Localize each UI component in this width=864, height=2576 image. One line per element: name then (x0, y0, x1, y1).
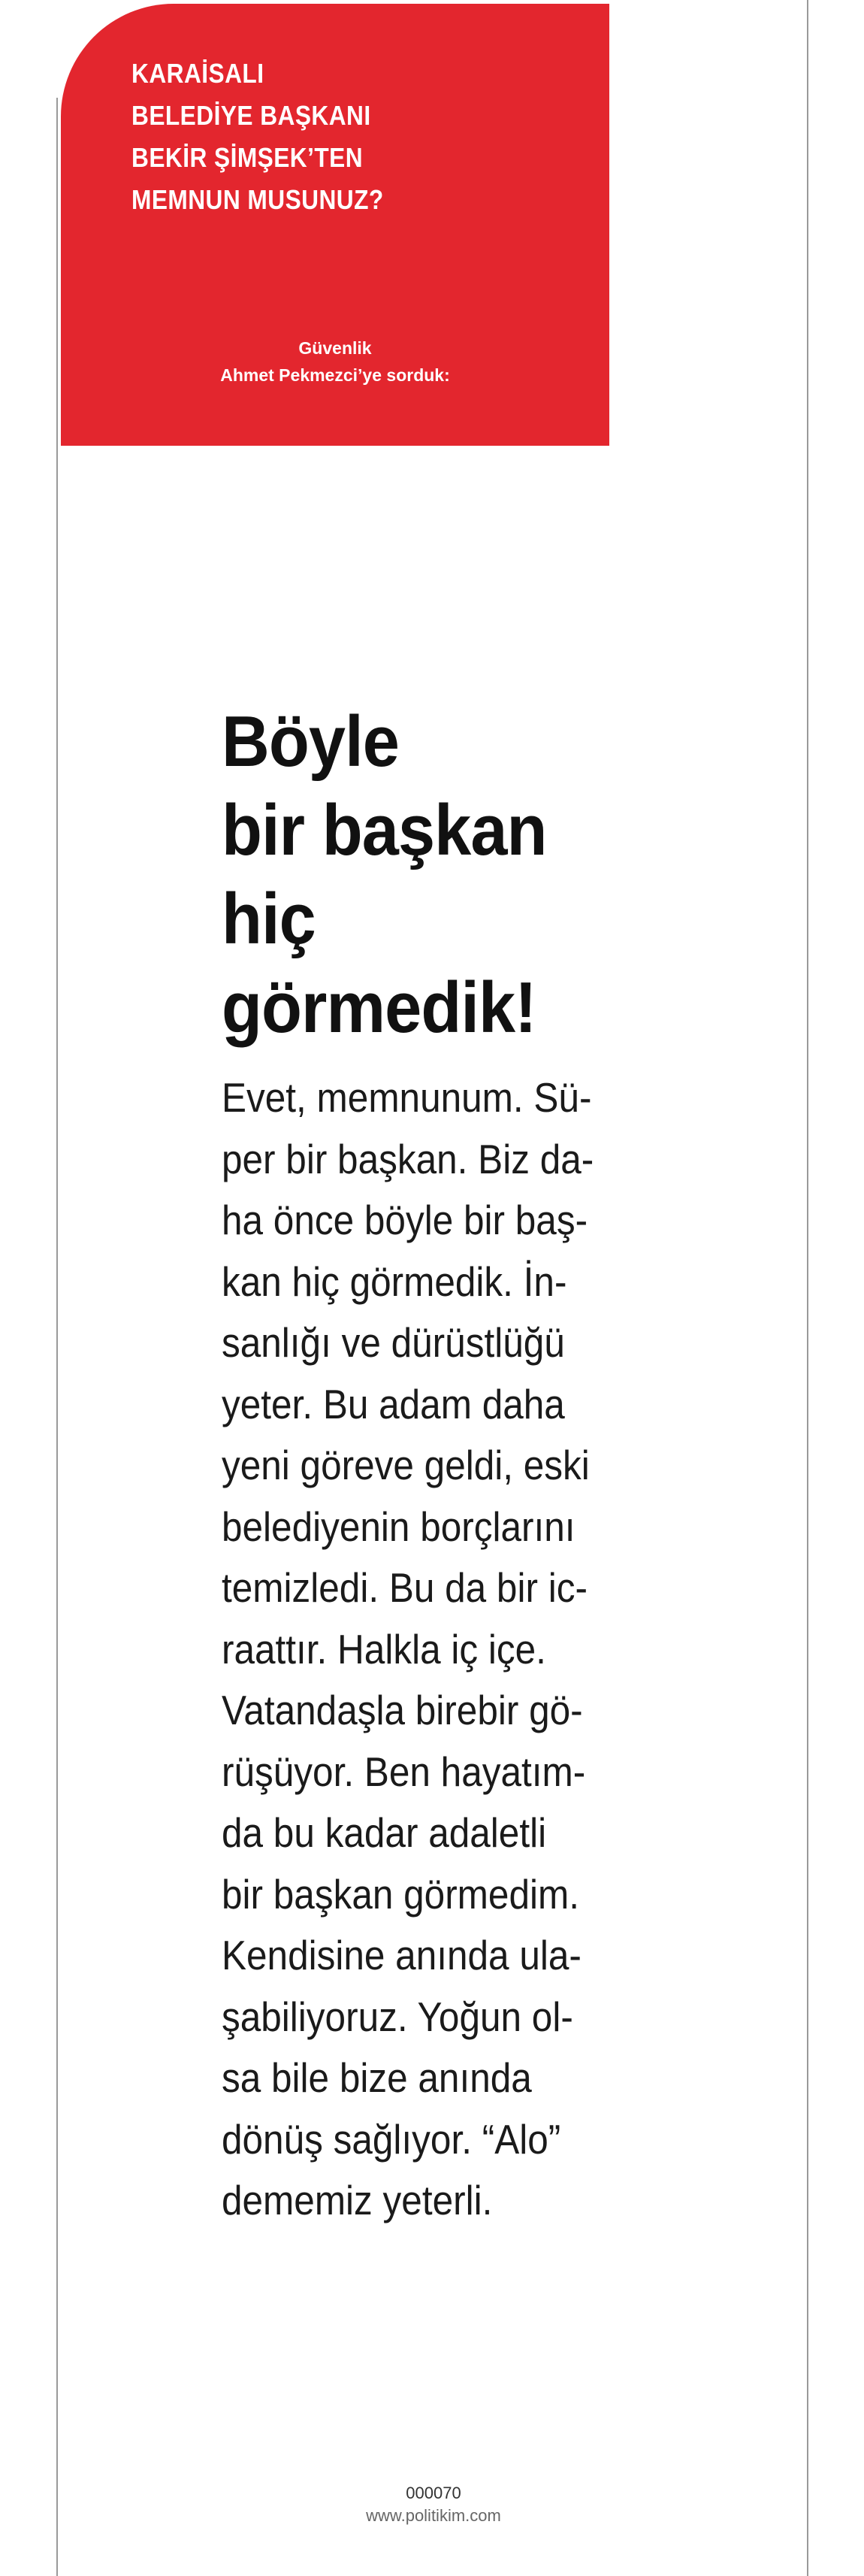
interviewee-role: Güvenlik (298, 338, 372, 358)
page-code: 000070 (406, 2484, 461, 2502)
question-text: KARAİSALI BELEDİYE BAŞKANI BEKİR ŞİMŞEK’TEN MEMNUN MUSUNUZ? (131, 58, 384, 215)
article-body: Evet, memnunum. Sü- per bir başkan. Biz da- ha önce böyle bir baş- kan hiç görmedik. İn- sanlığı ve dürüstlüğü yeter. Bu adam daha yeni göreve geldi, eski belediyenin borçlarını temizledi. Bu da bir ic- raattır. Halkla iç içe. Vatandaşla birebir gö- rüşüyor. Ben hayatım- da bu kadar adaletli bir başkan görmedim. Kendisine anında ula- şabiliyoruz. Yoğun ol- sa bile bize anında dönüş sağlıyor. “Alo” dememiz yeterli. (222, 1074, 594, 2223)
article-headline: Böyle bir başkan hiç görmedik! (222, 701, 547, 1048)
page-footer (283, 2482, 584, 2527)
interviewee-credit (61, 334, 609, 389)
interviewee-name: Ahmet Pekmezci’ye sorduk: (220, 365, 450, 385)
left-column-rule (56, 98, 58, 2576)
site-url: www.politikim.com (366, 2506, 501, 2525)
right-column-rule (807, 0, 808, 2576)
